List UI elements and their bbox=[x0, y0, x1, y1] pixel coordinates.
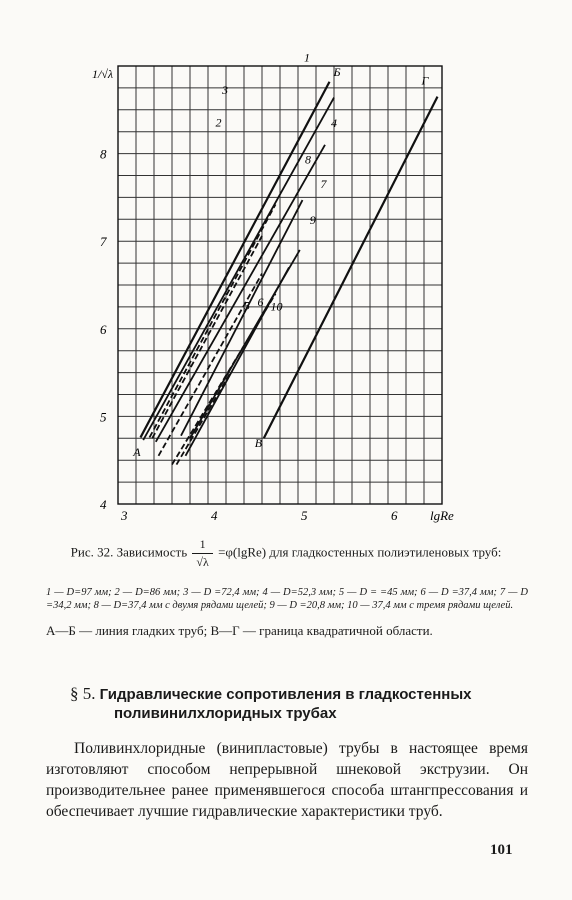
point-label-v: В bbox=[254, 436, 263, 451]
x-tick-label: 6 bbox=[391, 508, 398, 523]
series-label: 9 bbox=[309, 212, 316, 227]
series-label: Б bbox=[333, 64, 341, 79]
section-heading bbox=[70, 684, 530, 723]
figure-legend-items: 1 — D=97 мм; 2 — D=86 мм; 3 — D =72,4 мм; 4 — D=52,3 мм; 5 — D = =45 мм; 6 — D =37,4 мм; 7 — D =34,2 мм; 8 — D=37,4 мм с двумя рядами щелей; 9 — D =20,8 мм; 10 — 37,4 мм с тремя рядами щелей. bbox=[46, 587, 528, 611]
y-tick-label: 6 bbox=[100, 321, 107, 337]
section-symbol: § 5. bbox=[70, 684, 96, 703]
series-line-0 bbox=[141, 82, 330, 438]
y-tick-label: 4 bbox=[100, 497, 107, 512]
fraction-numerator: 1 bbox=[192, 536, 212, 554]
x-tick-label: 4 bbox=[211, 508, 218, 523]
x-tick-label: 3 bbox=[121, 508, 128, 523]
series-label: 7 bbox=[320, 177, 327, 192]
series-label: 4 bbox=[331, 115, 337, 130]
series-line-2 bbox=[150, 204, 276, 437]
point-label-a: А bbox=[133, 444, 141, 459]
caption-fraction bbox=[192, 536, 212, 571]
series-label: Г bbox=[421, 73, 429, 88]
series-label: 2 bbox=[215, 115, 222, 130]
series-label: 6 bbox=[257, 294, 264, 309]
y-tick-label: 5 bbox=[100, 409, 107, 425]
series-label: 1 bbox=[304, 50, 310, 65]
series-label: 3 bbox=[222, 82, 228, 97]
series-line-10 bbox=[177, 373, 231, 465]
section-title-line2: поливинилхлоридных трубах bbox=[114, 705, 337, 722]
section-title-line1: Гидравлические сопротивления в гладкостенных bbox=[99, 686, 472, 703]
series-label: 10 bbox=[270, 299, 283, 314]
y-tick-label: 8 bbox=[100, 146, 107, 162]
body-paragraph: Поливинхлоридные (винипластовые) трубы в настоящее время изготовляют способом непрерывной шнековой экструзии. Он производительнее ранее применявшегося способа штангпрессования и обеспечивает лучшие гидравлические характеристики труб. bbox=[46, 740, 528, 820]
caption-rest: =φ(lgRe) для гладкостенных полиэтиленовых труб: bbox=[218, 544, 502, 560]
series-line-9 bbox=[190, 250, 300, 438]
y-tick-label: 7 bbox=[100, 234, 107, 250]
y-axis-label: 1/√λ bbox=[92, 67, 114, 81]
fraction-denominator: √λ bbox=[196, 555, 209, 569]
figure-legend-lines: А—Б — линия гладких труб; В—Г — граница квадратичной области. bbox=[46, 623, 433, 638]
page-number: 101 bbox=[490, 842, 513, 858]
figure-caption bbox=[46, 536, 526, 571]
series-label: 8 bbox=[305, 152, 311, 167]
x-tick-label: 5 bbox=[301, 508, 308, 523]
x-axis-label: lgRe bbox=[430, 508, 454, 523]
caption-prefix: Рис. 32. Зависимость bbox=[70, 544, 188, 560]
series-line-4 bbox=[156, 145, 325, 442]
series-label: 5 bbox=[244, 298, 250, 313]
